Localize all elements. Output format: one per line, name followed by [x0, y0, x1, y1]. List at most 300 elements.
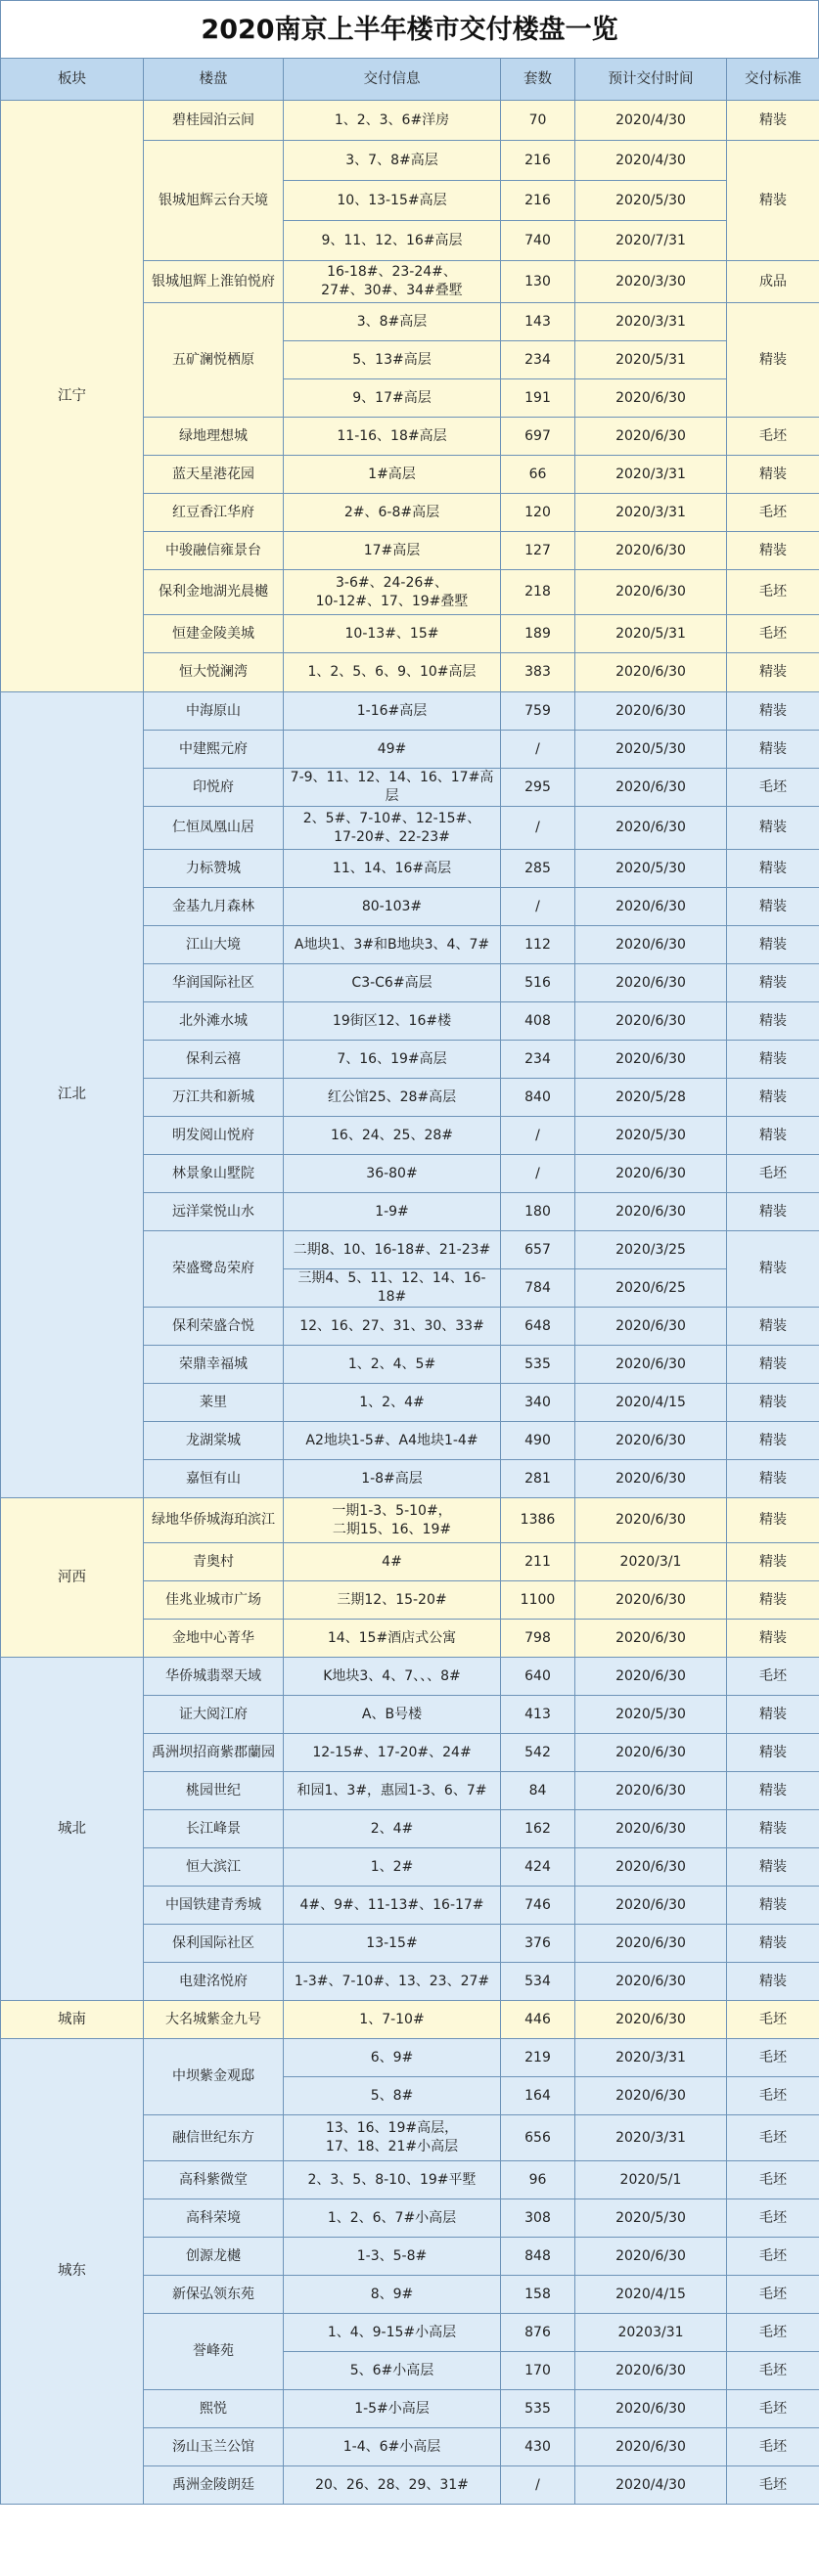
date-cell: 2020/6/30	[575, 926, 727, 964]
info-cell: 10、13-15#高层	[284, 181, 501, 221]
date-cell: 2020/6/30	[575, 1002, 727, 1041]
date-cell: 20203/31	[575, 2314, 727, 2352]
standard-cell: 毛坯	[727, 2276, 819, 2314]
project-cell: 江山大境	[144, 926, 284, 964]
project-cell: 中坝紫金观邸	[144, 2039, 284, 2115]
date-cell: 2020/6/30	[575, 2428, 727, 2466]
info-cell: 1-9#	[284, 1193, 501, 1231]
units-cell: 281	[501, 1460, 575, 1498]
project-cell: 中海原山	[144, 692, 284, 731]
date-cell: 2020/6/30	[575, 2077, 727, 2115]
date-cell: 2020/4/15	[575, 1384, 727, 1422]
project-cell: 碧桂园泊云间	[144, 101, 284, 141]
standard-cell: 精装	[727, 1384, 819, 1422]
date-cell: 2020/7/31	[575, 221, 727, 261]
info-cell: 3-6#、24-26#、 10-12#、17、19#叠墅	[284, 570, 501, 615]
info-cell: 1、2、3、6#洋房	[284, 101, 501, 141]
table-row	[1, 692, 819, 731]
header-date: 预计交付时间	[575, 59, 727, 101]
units-cell: /	[501, 1155, 575, 1193]
info-cell: 7、16、19#高层	[284, 1041, 501, 1079]
table-row	[1, 101, 819, 141]
page-title: 2020南京上半年楼市交付楼盘一览	[0, 0, 819, 58]
date-cell: 2020/3/25	[575, 1231, 727, 1269]
project-cell: 禹洲坝招商紫郡蘭园	[144, 1734, 284, 1772]
units-cell: 648	[501, 1308, 575, 1346]
info-cell: 6、9#	[284, 2039, 501, 2077]
info-cell: 1、2、4#	[284, 1384, 501, 1422]
info-cell: 10-13#、15#	[284, 615, 501, 653]
standard-cell: 毛坯	[727, 1658, 819, 1696]
info-cell: A地块1、3#和B地块3、4、7#	[284, 926, 501, 964]
standard-cell: 精装	[727, 964, 819, 1002]
project-cell: 佳兆业城市广场	[144, 1581, 284, 1620]
info-cell: 1、2、6、7#小高层	[284, 2199, 501, 2238]
region-cell: 河西	[1, 1498, 144, 1658]
project-cell: 明发阅山悦府	[144, 1117, 284, 1155]
project-cell: 力标赞城	[144, 850, 284, 888]
standard-cell: 精装	[727, 1925, 819, 1963]
units-cell: 534	[501, 1963, 575, 2001]
date-cell: 2020/6/30	[575, 2390, 727, 2428]
standard-cell: 精装	[727, 1117, 819, 1155]
units-cell: 295	[501, 769, 575, 807]
region-cell: 城东	[1, 2039, 144, 2505]
header-project: 楼盘	[144, 59, 284, 101]
date-cell: 2020/4/30	[575, 141, 727, 181]
date-cell: 2020/6/30	[575, 570, 727, 615]
info-cell: 1、2、4、5#	[284, 1346, 501, 1384]
project-cell: 保利国际社区	[144, 1925, 284, 1963]
standard-cell: 毛坯	[727, 2039, 819, 2077]
date-cell: 2020/5/31	[575, 615, 727, 653]
date-cell: 2020/5/30	[575, 1696, 727, 1734]
units-cell: /	[501, 731, 575, 769]
units-cell: 542	[501, 1734, 575, 1772]
standard-cell: 精装	[727, 1848, 819, 1887]
date-cell: 2020/6/30	[575, 1810, 727, 1848]
date-cell: 2020/6/30	[575, 418, 727, 456]
units-cell: 340	[501, 1384, 575, 1422]
units-cell: 446	[501, 2001, 575, 2039]
units-cell: 759	[501, 692, 575, 731]
project-cell: 红豆香江华府	[144, 494, 284, 532]
date-cell: 2020/6/30	[575, 1620, 727, 1658]
standard-cell: 精装	[727, 926, 819, 964]
units-cell: 164	[501, 2077, 575, 2115]
info-cell: 3、8#高层	[284, 303, 501, 341]
units-cell: 535	[501, 1346, 575, 1384]
table-body	[1, 101, 819, 2505]
info-cell: 三期12、15-20#	[284, 1581, 501, 1620]
standard-cell: 精装	[727, 1887, 819, 1925]
info-cell: 三期4、5、11、12、14、16-18#	[284, 1269, 501, 1308]
table-row	[1, 2001, 819, 2039]
info-cell: 1-3、5-8#	[284, 2238, 501, 2276]
units-cell: 143	[501, 303, 575, 341]
table-row	[1, 1498, 819, 1543]
info-cell: 12、16、27、31、30、33#	[284, 1308, 501, 1346]
project-cell: 恒大悦澜湾	[144, 653, 284, 692]
standard-cell: 毛坯	[727, 2238, 819, 2276]
units-cell: 218	[501, 570, 575, 615]
project-cell: 长江峰景	[144, 1810, 284, 1848]
standard-cell: 精装	[727, 1963, 819, 2001]
date-cell: 2020/6/30	[575, 2238, 727, 2276]
date-cell: 2020/3/31	[575, 456, 727, 494]
standard-cell: 精装	[727, 1460, 819, 1498]
info-cell: 5、13#高层	[284, 341, 501, 379]
project-cell: 电建洺悦府	[144, 1963, 284, 2001]
date-cell: 2020/6/25	[575, 1269, 727, 1308]
header-row	[1, 59, 819, 101]
info-cell: C3-C6#高层	[284, 964, 501, 1002]
units-cell: 408	[501, 1002, 575, 1041]
project-cell: 荣盛鹭岛荣府	[144, 1231, 284, 1308]
project-cell: 银城旭辉上淮铂悦府	[144, 261, 284, 303]
info-cell: 9、11、12、16#高层	[284, 221, 501, 261]
units-cell: 1386	[501, 1498, 575, 1543]
table-row	[1, 2039, 819, 2077]
standard-cell: 精装	[727, 731, 819, 769]
standard-cell: 精装	[727, 850, 819, 888]
info-cell: 1-4、6#小高层	[284, 2428, 501, 2466]
standard-cell: 精装	[727, 1734, 819, 1772]
info-cell: 1-16#高层	[284, 692, 501, 731]
info-cell: 和园1、3#，惠园1-3、6、7#	[284, 1772, 501, 1810]
standard-cell: 精装	[727, 653, 819, 692]
units-cell: 490	[501, 1422, 575, 1460]
region-cell: 江宁	[1, 101, 144, 692]
info-cell: K地块3、4、7、、、8#	[284, 1658, 501, 1696]
info-cell: 1、2、5、6、9、10#高层	[284, 653, 501, 692]
standard-cell: 精装	[727, 1308, 819, 1346]
project-cell: 恒大滨江	[144, 1848, 284, 1887]
units-cell: 285	[501, 850, 575, 888]
date-cell: 2020/6/30	[575, 1848, 727, 1887]
project-cell: 中骏融信雍景台	[144, 532, 284, 570]
standard-cell: 毛坯	[727, 2466, 819, 2505]
project-cell: 创源龙樾	[144, 2238, 284, 2276]
standard-cell: 毛坯	[727, 2001, 819, 2039]
date-cell: 2020/5/1	[575, 2161, 727, 2199]
date-cell: 2020/4/30	[575, 2466, 727, 2505]
project-cell: 新保弘领东苑	[144, 2276, 284, 2314]
date-cell: 2020/6/30	[575, 1925, 727, 1963]
project-cell: 莱里	[144, 1384, 284, 1422]
info-cell: 一期1-3、5-10#， 二期15、16、19#	[284, 1498, 501, 1543]
project-cell: 蓝天星港花园	[144, 456, 284, 494]
units-cell: 130	[501, 261, 575, 303]
units-cell: /	[501, 807, 575, 850]
date-cell: 2020/6/30	[575, 807, 727, 850]
date-cell: 2020/3/31	[575, 2039, 727, 2077]
standard-cell: 精装	[727, 692, 819, 731]
project-cell: 桃园世纪	[144, 1772, 284, 1810]
standard-cell: 精装	[727, 1193, 819, 1231]
units-cell: 219	[501, 2039, 575, 2077]
units-cell: 211	[501, 1543, 575, 1581]
date-cell: 2020/3/1	[575, 1543, 727, 1581]
date-cell: 2020/6/30	[575, 653, 727, 692]
units-cell: 656	[501, 2115, 575, 2161]
units-cell: 127	[501, 532, 575, 570]
standard-cell: 毛坯	[727, 2199, 819, 2238]
project-cell: 融信世纪东方	[144, 2115, 284, 2161]
project-cell: 绿地理想城	[144, 418, 284, 456]
project-cell: 保利金地湖光晨樾	[144, 570, 284, 615]
standard-cell: 精装	[727, 1810, 819, 1848]
standard-cell: 毛坯	[727, 2161, 819, 2199]
date-cell: 2020/6/30	[575, 2352, 727, 2390]
region-cell: 江北	[1, 692, 144, 1498]
units-cell: 798	[501, 1620, 575, 1658]
project-cell: 北外滩水城	[144, 1002, 284, 1041]
standard-cell: 精装	[727, 532, 819, 570]
units-cell: 234	[501, 1041, 575, 1079]
standard-cell: 精装	[727, 1581, 819, 1620]
header-units: 套数	[501, 59, 575, 101]
date-cell: 2020/6/30	[575, 692, 727, 731]
date-cell: 2020/6/30	[575, 1193, 727, 1231]
units-cell: /	[501, 888, 575, 926]
project-cell: 誉峰苑	[144, 2314, 284, 2390]
units-cell: 413	[501, 1696, 575, 1734]
info-cell: 5、8#	[284, 2077, 501, 2115]
project-cell: 恒建金陵美城	[144, 615, 284, 653]
date-cell: 2020/6/30	[575, 532, 727, 570]
units-cell: /	[501, 2466, 575, 2505]
units-cell: 189	[501, 615, 575, 653]
standard-cell: 精装	[727, 1079, 819, 1117]
info-cell: 2、3、5、8-10、19#平墅	[284, 2161, 501, 2199]
units-cell: 162	[501, 1810, 575, 1848]
standard-cell: 精装	[727, 1772, 819, 1810]
standard-cell: 毛坯	[727, 615, 819, 653]
standard-cell: 精装	[727, 807, 819, 850]
info-cell: 13、16、19#高层， 17、18、21#小高层	[284, 2115, 501, 2161]
units-cell: 66	[501, 456, 575, 494]
info-cell: 1-3#、7-10#、13、23、27#	[284, 1963, 501, 2001]
info-cell: 7-9、11、12、14、16、17#高层	[284, 769, 501, 807]
project-cell: 绿地华侨城海珀滨江	[144, 1498, 284, 1543]
info-cell: 5、6#小高层	[284, 2352, 501, 2390]
project-cell: 证大阅江府	[144, 1696, 284, 1734]
delivery-table	[0, 58, 819, 2505]
date-cell: 2020/6/30	[575, 1963, 727, 2001]
units-cell: 840	[501, 1079, 575, 1117]
info-cell: 2、5#、7-10#、12-15#、 17-20#、22-23#	[284, 807, 501, 850]
date-cell: 2020/6/30	[575, 1346, 727, 1384]
date-cell: 2020/5/30	[575, 1117, 727, 1155]
date-cell: 2020/5/30	[575, 850, 727, 888]
date-cell: 2020/6/30	[575, 964, 727, 1002]
standard-cell: 成品	[727, 261, 819, 303]
date-cell: 2020/6/30	[575, 1887, 727, 1925]
info-cell: 80-103#	[284, 888, 501, 926]
project-cell: 银城旭辉云台天境	[144, 141, 284, 261]
project-cell: 青奥村	[144, 1543, 284, 1581]
project-cell: 远洋棠悦山水	[144, 1193, 284, 1231]
info-cell: 16-18#、23-24#、 27#、30#、34#叠墅	[284, 261, 501, 303]
date-cell: 2020/3/31	[575, 494, 727, 532]
standard-cell: 精装	[727, 141, 819, 261]
standard-cell: 精装	[727, 101, 819, 141]
units-cell: 640	[501, 1658, 575, 1696]
units-cell: 216	[501, 181, 575, 221]
standard-cell: 毛坯	[727, 2314, 819, 2352]
date-cell: 2020/3/31	[575, 2115, 727, 2161]
project-cell: 金基九月森林	[144, 888, 284, 926]
units-cell: 180	[501, 1193, 575, 1231]
date-cell: 2020/6/30	[575, 1460, 727, 1498]
date-cell: 2020/3/30	[575, 261, 727, 303]
standard-cell: 精装	[727, 1543, 819, 1581]
standard-cell: 精装	[727, 1498, 819, 1543]
units-cell: 120	[501, 494, 575, 532]
standard-cell: 毛坯	[727, 570, 819, 615]
standard-cell: 毛坯	[727, 1155, 819, 1193]
units-cell: 848	[501, 2238, 575, 2276]
units-cell: 784	[501, 1269, 575, 1308]
info-cell: 19街区12、16#楼	[284, 1002, 501, 1041]
date-cell: 2020/6/30	[575, 1041, 727, 1079]
info-cell: 1#高层	[284, 456, 501, 494]
units-cell: 697	[501, 418, 575, 456]
project-cell: 高科紫微堂	[144, 2161, 284, 2199]
project-cell: 五矿澜悦栖原	[144, 303, 284, 418]
date-cell: 2020/5/28	[575, 1079, 727, 1117]
standard-cell: 毛坯	[727, 418, 819, 456]
date-cell: 2020/6/30	[575, 769, 727, 807]
units-cell: 158	[501, 2276, 575, 2314]
standard-cell: 毛坯	[727, 2390, 819, 2428]
date-cell: 2020/4/30	[575, 101, 727, 141]
standard-cell: 毛坯	[727, 494, 819, 532]
project-cell: 印悦府	[144, 769, 284, 807]
date-cell: 2020/6/30	[575, 1658, 727, 1696]
units-cell: 746	[501, 1887, 575, 1925]
standard-cell: 精装	[727, 1422, 819, 1460]
date-cell: 2020/6/30	[575, 1422, 727, 1460]
standard-cell: 精装	[727, 1620, 819, 1658]
project-cell: 华侨城翡翠天域	[144, 1658, 284, 1696]
header-standard: 交付标准	[727, 59, 819, 101]
info-cell: 红公馆25、28#高层	[284, 1079, 501, 1117]
units-cell: 84	[501, 1772, 575, 1810]
standard-cell: 精装	[727, 1231, 819, 1308]
units-cell: 234	[501, 341, 575, 379]
units-cell: 383	[501, 653, 575, 692]
units-cell: 535	[501, 2390, 575, 2428]
project-cell: 大名城紫金九号	[144, 2001, 284, 2039]
info-cell: 8、9#	[284, 2276, 501, 2314]
project-cell: 汤山玉兰公馆	[144, 2428, 284, 2466]
info-cell: 9、17#高层	[284, 379, 501, 418]
date-cell: 2020/6/30	[575, 1498, 727, 1543]
units-cell: 740	[501, 221, 575, 261]
info-cell: 1、4、9-15#小高层	[284, 2314, 501, 2352]
info-cell: 3、7、8#高层	[284, 141, 501, 181]
info-cell: 1、2#	[284, 1848, 501, 1887]
date-cell: 2020/5/30	[575, 731, 727, 769]
units-cell: 376	[501, 1925, 575, 1963]
standard-cell: 精装	[727, 1346, 819, 1384]
info-cell: 11、14、16#高层	[284, 850, 501, 888]
info-cell: 14、15#酒店式公寓	[284, 1620, 501, 1658]
info-cell: 4#	[284, 1543, 501, 1581]
info-cell: 4#、9#、11-13#、16-17#	[284, 1887, 501, 1925]
project-cell: 万江共和新城	[144, 1079, 284, 1117]
date-cell: 2020/3/31	[575, 303, 727, 341]
standard-cell: 精装	[727, 1696, 819, 1734]
units-cell: /	[501, 1117, 575, 1155]
standard-cell: 精装	[727, 888, 819, 926]
units-cell: 70	[501, 101, 575, 141]
project-cell: 嘉恒有山	[144, 1460, 284, 1498]
standard-cell: 毛坯	[727, 2077, 819, 2115]
info-cell: 1-5#小高层	[284, 2390, 501, 2428]
standard-cell: 精装	[727, 303, 819, 418]
date-cell: 2020/5/30	[575, 2199, 727, 2238]
table-row	[1, 1658, 819, 1696]
units-cell: 424	[501, 1848, 575, 1887]
units-cell: 96	[501, 2161, 575, 2199]
info-cell: A2地块1-5#、A4地块1-4#	[284, 1422, 501, 1460]
standard-cell: 毛坯	[727, 2115, 819, 2161]
date-cell: 2020/6/30	[575, 1581, 727, 1620]
info-cell: A、B号楼	[284, 1696, 501, 1734]
info-cell: 二期8、10、16-18#、21-23#	[284, 1231, 501, 1269]
project-cell: 高科荣境	[144, 2199, 284, 2238]
units-cell: 1100	[501, 1581, 575, 1620]
units-cell: 876	[501, 2314, 575, 2352]
date-cell: 2020/6/30	[575, 1308, 727, 1346]
standard-cell: 精装	[727, 1041, 819, 1079]
units-cell: 430	[501, 2428, 575, 2466]
project-cell: 华润国际社区	[144, 964, 284, 1002]
date-cell: 2020/4/15	[575, 2276, 727, 2314]
units-cell: 308	[501, 2199, 575, 2238]
units-cell: 112	[501, 926, 575, 964]
project-cell: 熙悦	[144, 2390, 284, 2428]
info-cell: 1、7-10#	[284, 2001, 501, 2039]
info-cell: 16、24、25、28#	[284, 1117, 501, 1155]
info-cell: 20、26、28、29、31#	[284, 2466, 501, 2505]
project-cell: 龙湖棠城	[144, 1422, 284, 1460]
standard-cell: 毛坯	[727, 2428, 819, 2466]
standard-cell: 精装	[727, 1002, 819, 1041]
info-cell: 11-16、18#高层	[284, 418, 501, 456]
info-cell: 2、4#	[284, 1810, 501, 1848]
standard-cell: 毛坯	[727, 2352, 819, 2390]
units-cell: 516	[501, 964, 575, 1002]
info-cell: 1-8#高层	[284, 1460, 501, 1498]
units-cell: 216	[501, 141, 575, 181]
standard-cell: 精装	[727, 456, 819, 494]
project-cell: 保利荣盛合悦	[144, 1308, 284, 1346]
info-cell: 13-15#	[284, 1925, 501, 1963]
date-cell: 2020/6/30	[575, 1734, 727, 1772]
date-cell: 2020/6/30	[575, 1155, 727, 1193]
standard-cell: 毛坯	[727, 769, 819, 807]
date-cell: 2020/5/31	[575, 341, 727, 379]
date-cell: 2020/6/30	[575, 2001, 727, 2039]
project-cell: 中国铁建青秀城	[144, 1887, 284, 1925]
info-cell: 36-80#	[284, 1155, 501, 1193]
project-cell: 仁恒凤凰山居	[144, 807, 284, 850]
project-cell: 荣鼎幸福城	[144, 1346, 284, 1384]
